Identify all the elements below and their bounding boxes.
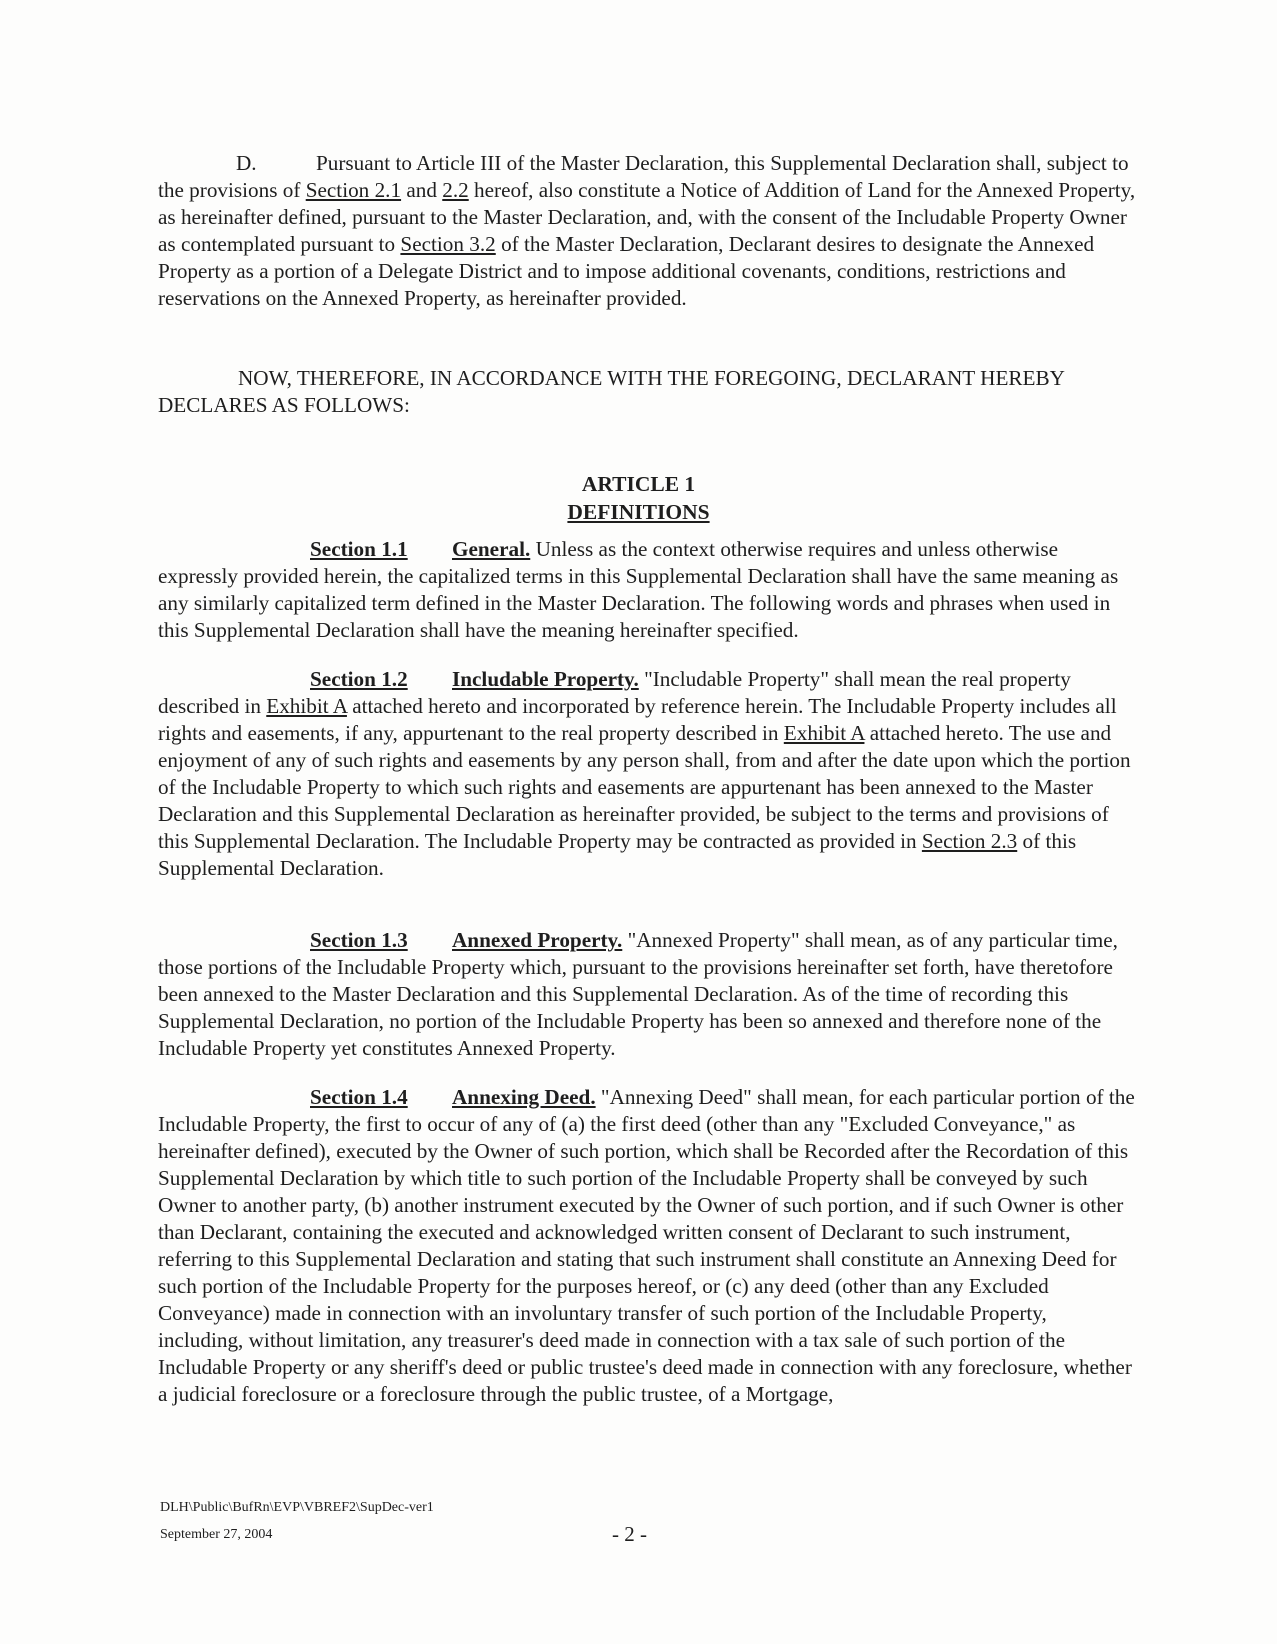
section-heading: Includable Property. [452,667,639,691]
section-1-4 [158,1084,1136,1408]
section-reference: Section 2.3 [921,829,1018,853]
section-text: "Includable Property" shall mean the real property described in [158,667,1071,718]
footer-date: September 27, 2004 [160,1527,273,1542]
recital-label: D. [236,151,257,175]
exhibit-reference: Exhibit A [266,694,347,718]
section-text: attached hereto and incorporated by reference herein. The Includable Property includes all rights and easements, if any, appurtenant to the real property described in [158,694,1117,745]
section-1-2 [158,666,1136,882]
section-number: Section 1.3 [310,928,408,952]
footer-file-path: DLH\Public\BufRn\EVP\VBREF2\SupDec-ver1 [160,1500,434,1515]
exhibit-reference: Exhibit A [783,721,865,745]
section-number: Section 1.2 [310,667,408,691]
section-heading: Annexed Property. [452,928,623,952]
section-heading: Annexing Deed. [452,1085,596,1109]
section-text: Unless as the context otherwise requires and unless otherwise expressly provided herein, the capitalized terms in this Supplemental Declaration shall have the same meaning as any similarly capitalized term defined in the Master Declaration. The following words and phrases when used in this Supplemental Declaration shall have the meaning hereinafter specified. [158,537,1119,642]
page-number: - 2 - [612,1522,647,1546]
recital-text: of the Master Declaration, Declarant desires to designate the Annexed Property as a portion of a Delegate District and to impose additional covenants, conditions, restrictions and reservations on the Annexed Property, as hereinafter provided. [158,232,1095,310]
section-text: of this Supplemental Declaration. [158,829,1077,880]
section-1-1 [158,536,1136,644]
article-number: ARTICLE 1 [581,472,696,496]
article-title: DEFINITIONS [567,500,710,524]
section-reference: 2.2 [442,178,469,202]
section-text: "Annexing Deed" shall mean, for each particular portion of the Includable Property, the first to occur of any of (a) the first deed (other than any "Excluded Conveyance," as hereinafter defined), executed by the Owner of such portion, which shall be Recorded after the Recordation of this Supplemental Declaration by which title to such portion of the Includable Property shall be conveyed by such Owner to another party, (b) another instrument executed by the Owner of such portion, and if such Owner is other than Declarant, containing the executed and acknowledged written consent of Declarant to such instrument, referring to this Supplemental Declaration and stating that such instrument shall constitute an Annexing Deed for such portion of the Includable Property for the purposes hereof, or (c) any deed (other than any Excluded Conveyance) made in connection with an involuntary transfer of such portion of the Includable Property, including, without limitation, any treasurer's deed made in connection with a tax sale of such portion of the Includable Property or any sheriff's deed or public trustee's deed made in connection with any foreclosure, whether a judicial foreclosure or a foreclosure through the public trustee, of a Mortgage, [158,1085,1135,1406]
recital-paragraph-d [158,150,1136,312]
section-text: "Annexed Property" shall mean, as of any particular time, those portions of the Includable Property which, pursuant to the provisions hereinafter set forth, have theretofore been annexed to the Master Declaration and this Supplemental Declaration. As of the time of recording this Supplemental Declaration, no portion of the Includable Property has been so annexed and therefore none of the Includable Property yet constitutes Annexed Property. [158,928,1118,1060]
section-heading: General. [452,537,531,561]
now-therefore-paragraph [158,365,1098,419]
section-reference: Section 2.1 [305,178,402,202]
article-heading [0,470,1277,526]
section-reference: Section 3.2 [400,232,496,256]
recital-text: and [401,178,443,202]
section-number: Section 1.1 [310,537,408,561]
section-1-3 [158,927,1136,1062]
recital-text: Pursuant to Article III of the Master Declaration, this Supplemental Declaration shall, subject to the provisions of [158,151,1129,202]
section-text: attached hereto. The use and enjoyment of any of such rights and easements by any person shall, from and after the date upon which the portion of the Includable Property to which such rights and easements are appurtenant has been annexed to the Master Declaration and this Supplemental Declaration as hereinafter provided, be subject to the terms and provisions of this Supplemental Declaration. The Includable Property may be contracted as provided in [158,721,1131,853]
now-therefore-text: NOW, THEREFORE, IN ACCORDANCE WITH THE FOREGOING, DECLARANT HEREBY DECLARES AS FOLLOWS: [158,366,1065,417]
recital-text: hereof, also constitute a Notice of Addition of Land for the Annexed Property, as hereinafter defined, pursuant to the Master Declaration, and, with the consent of the Includable Property Owner as contemplated pursuant to [158,178,1136,256]
section-number: Section 1.4 [310,1085,408,1109]
